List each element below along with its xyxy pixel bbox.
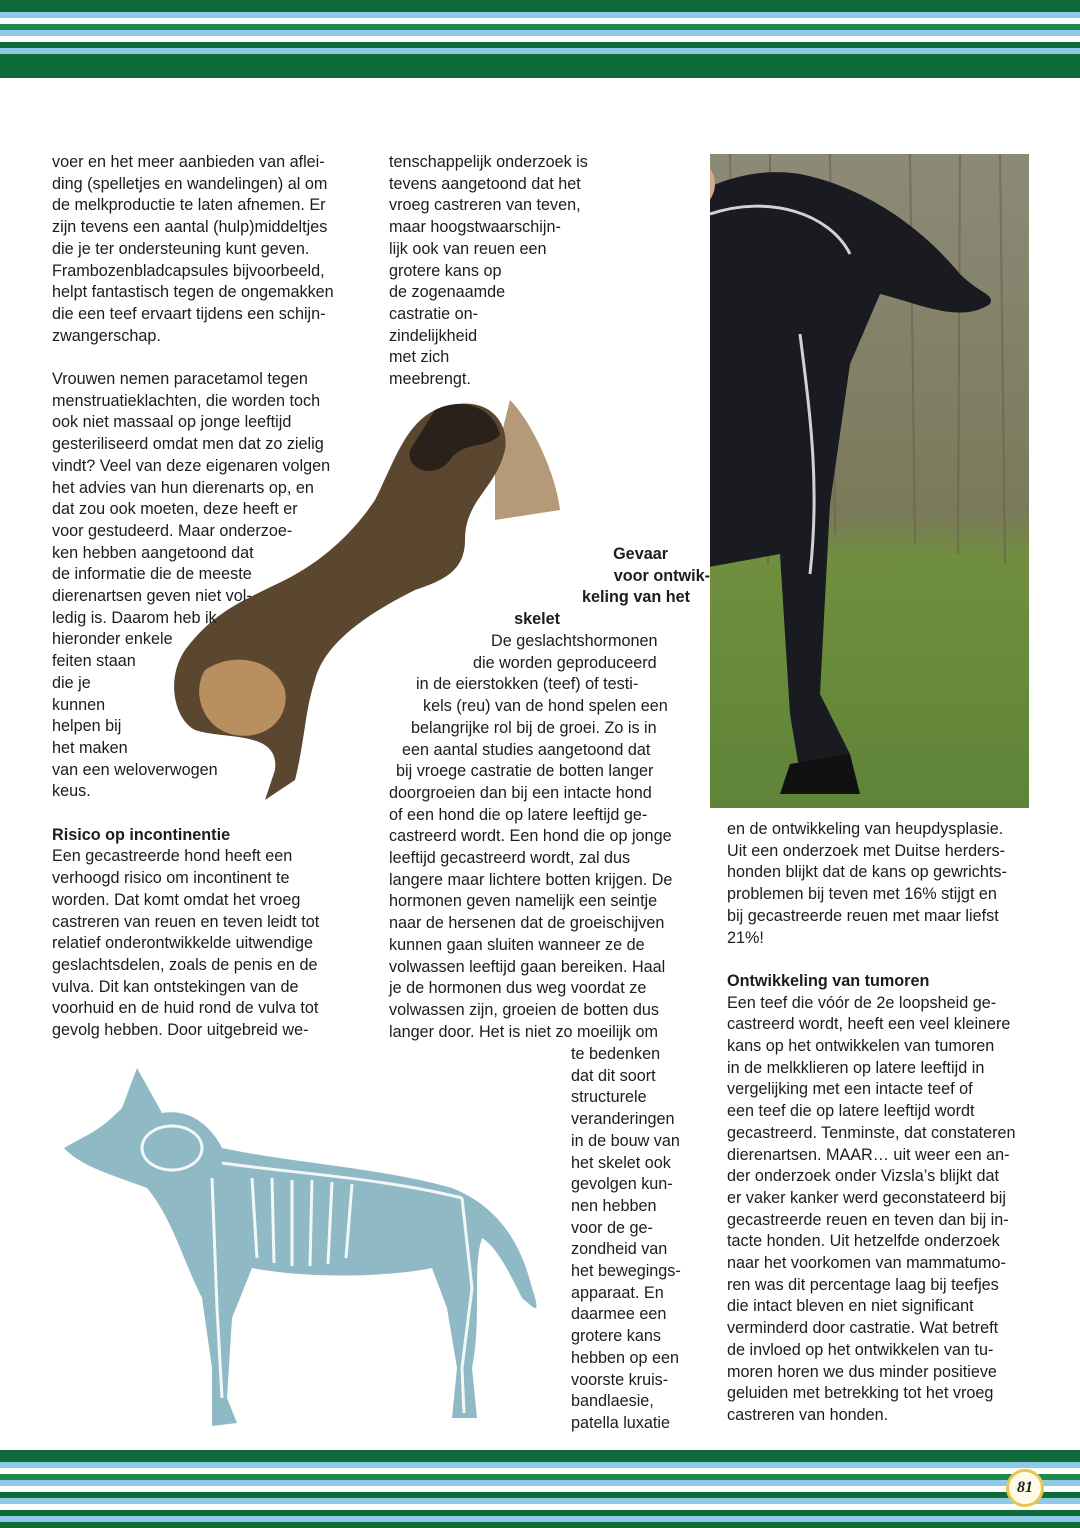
heading-risico-incontinentie: Risico op incontinentie (52, 825, 231, 844)
page-number-badge: 81 (1006, 1469, 1044, 1507)
heading-gevaar-skelet: Gevaar voor ontwik- keling van het skelet (514, 545, 710, 629)
dog-skeleton-illustration (52, 1068, 552, 1434)
bottom-stripe-band (0, 1450, 1080, 1528)
col1-paragraph-3: Een gecastreerde hond heeft een verhoogd risico om incontinent te worden. Dat komt omdat het vroeg castreren van reuen en teven leidt tot relatief onderontwikkelde uitwendige geslachtsdelen, zoals de penis en de vulva. Dit kan ontstekingen van de voorhuid en de huid rond de vulva tot gevolg hebben. Door uitgebreid we- (52, 847, 320, 1040)
col2-paragraph-1: tenschappelijk onderzoek is tevens aangetoond dat het vroeg castreren van teven, maar hoogstwaarschijn- lijk ook van reuen een grotere kans op de zogenaamde castratie on- zindelijkheid met zich meebrengt. (389, 153, 588, 389)
col1-paragraph-1: voer en het meer aanbieden van aflei- ding (spelletjes en wandelingen) al om de melkproductie te laten afnemen. Er zijn tevens een aantal (hulp)middeltjes die je ter ondersteuning kunt geven. Frambozenbladcapsules bijvoorbeeld, helpt fantastisch tegen de ongemakken die een teef ervaart tijdens een schijn- zwangerschap. (52, 153, 334, 345)
col2-paragraph-2: De geslachtshormonen die worden geproduceerd in de eierstokken (teef) of testi- kels (reu) van de hond spelen een belangrijke rol bij de groei. Zo is in een aantal studies aangetoond dat bij vroege castratie de botten langer doorgroeien dan bij een intacte hond of een hond die op latere leeftijd ge- castreerd wordt. Een hond die op jonge leeftijd gecastreerd wordt, zal dus langere maar lichtere botten krijgen. De hormonen geven namelijk een seintje naar de hersenen dat de groeischijven kunnen gaan sluiten wanneer ze de volwassen leeftijd gaan bereiken. Haal je de hormonen dus weg voordat ze volwassen zijn, groeien de botten dus langer door. Het is niet zo moeilijk om (389, 632, 673, 1041)
column-1 (52, 152, 334, 1042)
col3-paragraph-2: Een teef die vóór de 2e loopsheid ge- castreerd wordt, heeft een veel kleinere kans op het ontwikkelen van tumoren in de melkklieren op latere leeftijd in vergelijking met een intacte teef of een teef die op latere leeftijd wordt gecastreerd. Tenminste, dat constateren dierenartsen. MAAR… uit weer een an- der onderzoek onder Vizsla’s blijkt dat er vaker kanker werd geconstateerd bij gecastreerde reuen en teven dan bij in- tacte honden. Uit hetzelfde onderzoek naar het voorkomen van mammatumo- ren was dit percentage laag bij teefjes die intact bleven en niet significant verminderd door castratie. Wat betreft de invloed op het ontwikkelen van tu- moren horen we dus minder positieve geluiden met betrekking tot het vroeg castreren van honden. (727, 993, 1016, 1424)
col1-paragraph-2: Vrouwen nemen paracetamol tegen menstruatieklachten, die worden toch ook niet massaal op jonge leeftijd gesteriliseerd omdat men dat zo zielig vindt? Veel van deze eigenaren volgen het advies van hun dierenarts op, en dat zou ook moeten, deze heeft er voor gestudeerd. Maar onderzoe- ken hebben aangetoond dat de informatie die de meeste dierenartsen geven niet vol- ledig is. Daarom heb ik hieronder enkele feiten staan die je kunnen helpen bij het maken van een weloverwogen keus. (52, 370, 331, 801)
col2-paragraph-3: te bedenken dat dit soort structurele veranderingen in de bouw van het skelet ook gevolgen kun- nen hebben voor de ge- zondheid van het bewegings- apparaat. En daarmee een grotere kans hebben op een voorste kruis- bandlaesie, patella luxatie (571, 1045, 681, 1432)
top-stripe-band (0, 0, 1080, 78)
col3-paragraph-1: en de ontwikkeling van heupdysplasie. Uit een onderzoek met Duitse herders- honden blijkt dat de kans op gewrichts- problemen bij teven met 16% stijgt en bij gecastreerde reuen met maar liefst 21%! (727, 820, 1007, 947)
column-3 (727, 819, 1016, 1427)
heading-ontwikkeling-tumoren: Ontwikkeling van tumoren (727, 971, 930, 990)
bite-training-photo (710, 154, 1029, 808)
